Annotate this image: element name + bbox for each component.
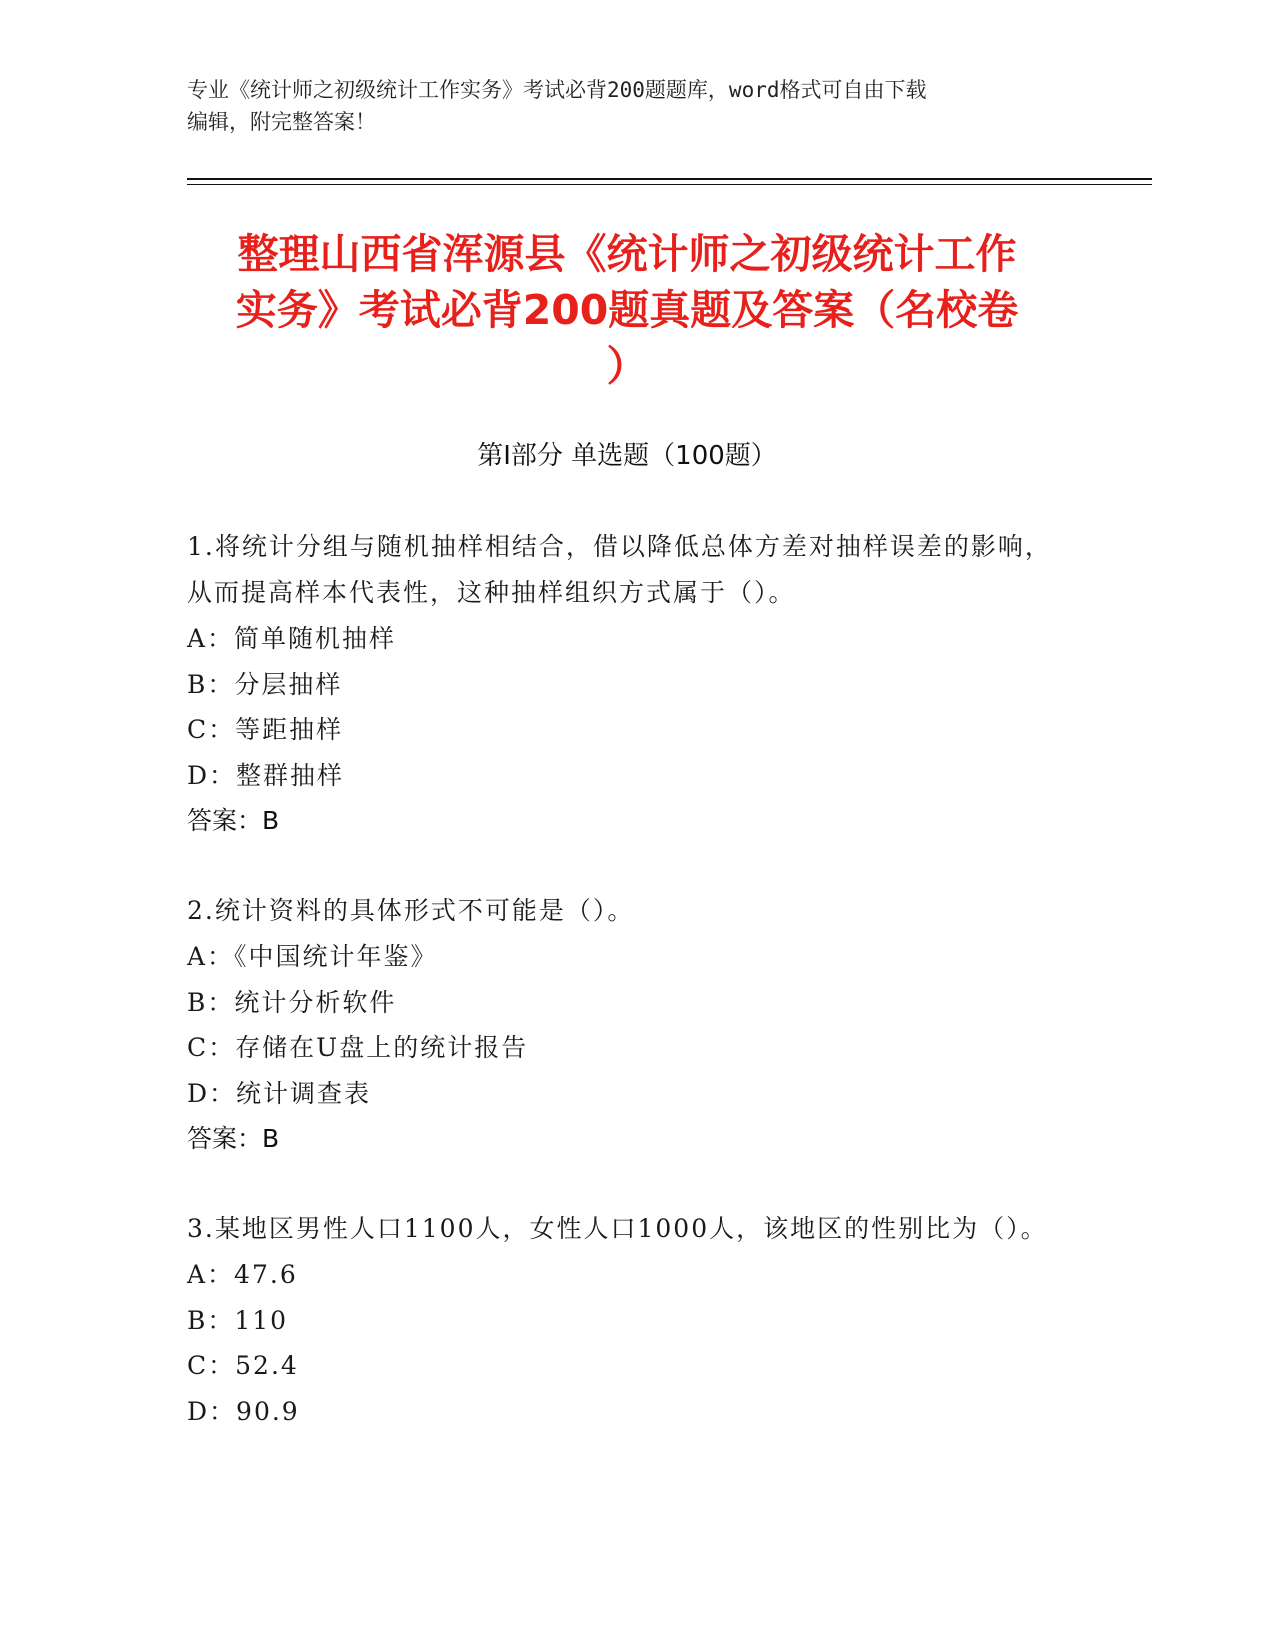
section-heading: 第Ⅰ部分 单选题（100题） bbox=[477, 441, 777, 471]
question-stem: 1.将统计分组与随机抽样相结合，借以降低总体方差对抽样误差的影响，从而提高样本代表性，这种抽样组织方式属于（）。 bbox=[187, 532, 1052, 607]
header-divider-thin bbox=[187, 184, 1152, 185]
question-stem: 3.某地区男性人口1100人，女性人口1000人，该地区的性别比为（）。 bbox=[187, 1214, 1048, 1243]
option-d: D：整群抽样 bbox=[187, 760, 345, 790]
header-note-line-2: 编辑，附完整答案！ bbox=[187, 110, 376, 134]
option-d: D：统计调查表 bbox=[187, 1078, 372, 1108]
option-d: D：90.9 bbox=[187, 1396, 300, 1426]
document-title-line-2: 实务》考试必背200题真题及答案（名校卷 bbox=[235, 286, 1019, 334]
question-stem: 2.统计资料的具体形式不可能是（）。 bbox=[187, 896, 635, 925]
header-note-line-1: 专业《统计师之初级统计工作实务》考试必背200题题库，word格式可自由下载 bbox=[187, 78, 927, 102]
document-title-line-1: 整理山西省浑源县《统计师之初级统计工作 bbox=[237, 230, 1017, 278]
document-title-line-3: ） bbox=[606, 342, 648, 390]
header-divider-thick bbox=[187, 178, 1152, 180]
header-note bbox=[187, 74, 1087, 138]
answer: 答案：B bbox=[187, 1124, 280, 1153]
option-a: A：简单随机抽样 bbox=[187, 624, 397, 653]
option-c: C：等距抽样 bbox=[187, 715, 344, 744]
option-b: B：110 bbox=[187, 1305, 289, 1335]
option-a: A：47.6 bbox=[187, 1260, 298, 1289]
document-title bbox=[187, 226, 1067, 394]
question-1 bbox=[187, 524, 1067, 844]
option-a: A：《中国统计年鉴》 bbox=[187, 942, 438, 971]
question-3 bbox=[187, 1206, 1067, 1434]
option-c: C：存储在U盘上的统计报告 bbox=[187, 1033, 529, 1062]
question-2 bbox=[187, 888, 1067, 1162]
option-b: B：统计分析软件 bbox=[187, 987, 397, 1017]
option-b: B：分层抽样 bbox=[187, 669, 343, 699]
answer: 答案：B bbox=[187, 806, 280, 835]
option-c: C：52.4 bbox=[187, 1351, 299, 1380]
